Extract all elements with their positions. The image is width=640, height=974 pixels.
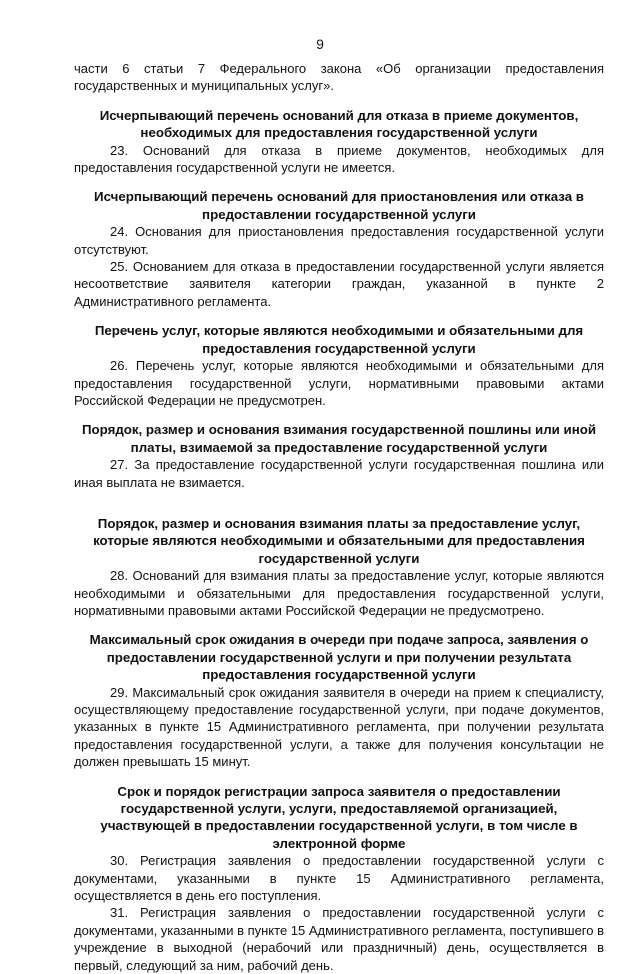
section-heading-refusal-documents: Исчерпывающий перечень оснований для отказа в приеме документов, необходимых для предоставления государственной услуги <box>99 107 579 141</box>
page-number: 9 <box>316 36 324 52</box>
intro-paragraph: части 6 статьи 7 Федерального закона «Об организации предоставления государственных и муниципальных услуг». <box>74 61 604 94</box>
paragraph-31: 31. Регистрация заявления о предоставлении государственной услуги с документами, указанными в пункте 15 Административного регламента, поступившего в учреждение в выходной (нерабочий или праздничный) день, осуществляется в первый, следующий за ним, рабочий день. <box>74 905 604 973</box>
section-heading-registration: Срок и порядок регистрации запроса заявителя о предоставлении государственной услуги, услуги, предоставляемой организацией, участвующей в предоставлении государственной услуги, в том числе в электронной форме <box>100 783 578 851</box>
paragraph-23: 23. Оснований для отказа в приеме документов, необходимых для предоставления государственной услуги не имеется. <box>74 142 604 176</box>
section-heading-suspension: Исчерпывающий перечень оснований для приостановления или отказа в предоставлении государственной услуги <box>94 189 584 222</box>
paragraph-24: 24. Основания для приостановления предоставления государственной услуги отсутствуют. <box>74 224 604 257</box>
paragraph-27: 27. За предоставление государственной услуги государственная пошлина или иная выплата не взимается. <box>74 457 604 490</box>
document-body <box>74 60 604 974</box>
section-heading-state-fee: Порядок, размер и основания взимания государственной пошлины или иной платы, взимаемой за предоставление государственной услуги <box>81 422 597 455</box>
paragraph-26: 26. Перечень услуг, которые являются необходимыми и обязательными для предоставления государственной услуги, нормативными правовыми актами Российской Федерации не предусмотрен. <box>74 358 604 408</box>
paragraph-29: 29. Максимальный срок ожидания заявителя в очереди на прием к специалисту, осуществляющему предоставление государственной услуги, при подаче документов, указанных в пункте 15 Административного регламента, при получении результата предоставления государственной услуги, а также для получения консультации не должен превышать 15 минут. <box>74 684 604 770</box>
paragraph-25: 25. Основанием для отказа в предоставлении государственной услуги является несоответствие заявителя категории граждан, указанной в пункте 2 Административного регламента. <box>74 259 604 309</box>
paragraph-28: 28. Оснований для взимания платы за предоставление услуг, которые являются необходимыми и обязательными для предоставления государственной услуги, нормативными правовыми актами Российской Федерации не предусмотрено. <box>74 568 604 618</box>
section-heading-necessary-services: Перечень услуг, которые являются необходимыми и обязательными для предоставления государственной услуги <box>94 323 584 356</box>
paragraph-30: 30. Регистрация заявления о предоставлении государственной услуги с документами, указанными в пункте 15 Административного регламента, осуществляется в день его поступления. <box>74 853 604 904</box>
section-heading-queue-time: Максимальный срок ожидания в очереди при подаче запроса, заявления о предоставлении государственной услуги и при получении результата предоставления государственной услуги <box>89 632 589 683</box>
section-heading-service-fee: Порядок, размер и основания взимания платы за предоставление услуг, которые являются необходимыми и обязательными для предоставления государственной услуги <box>93 515 585 566</box>
